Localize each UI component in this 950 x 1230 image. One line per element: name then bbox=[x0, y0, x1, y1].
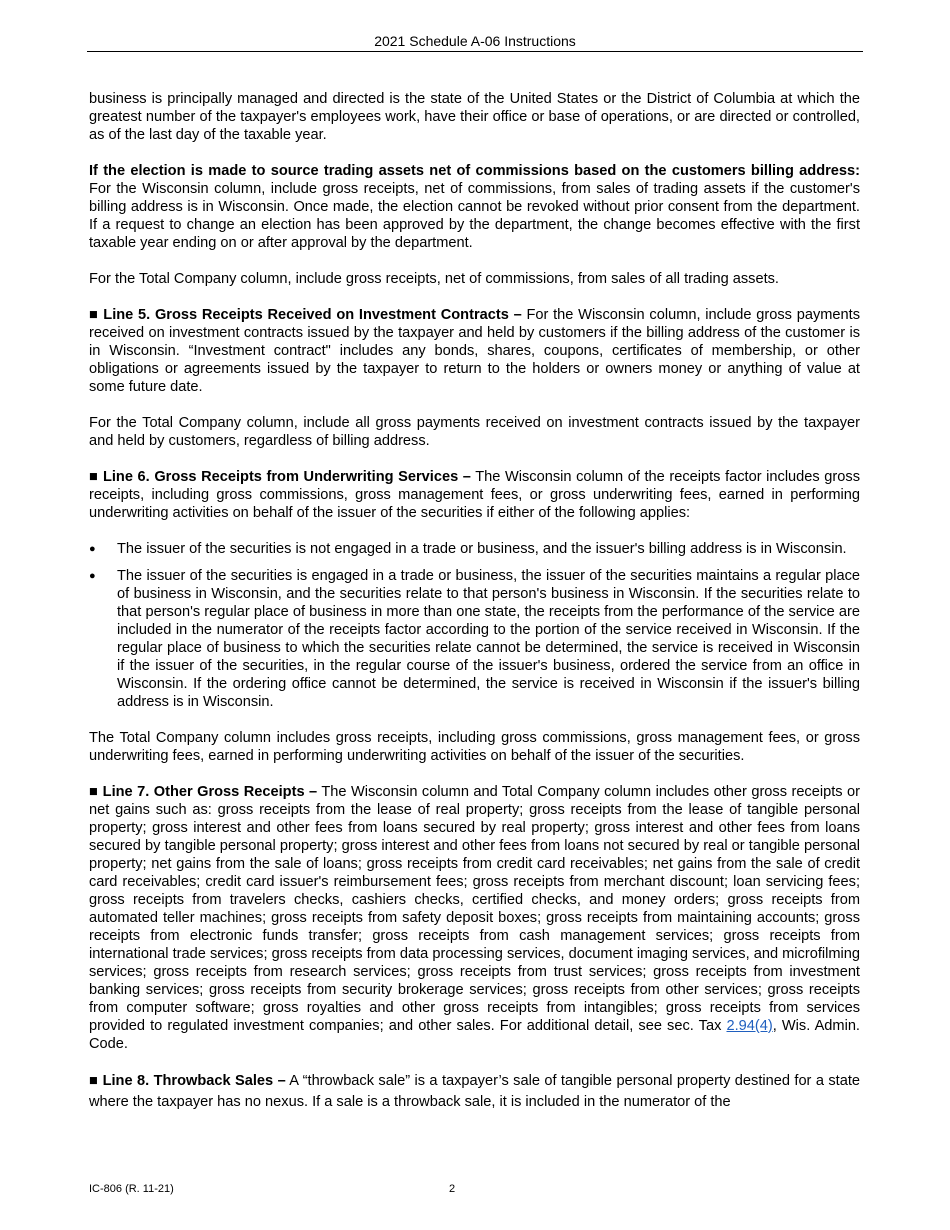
footer-form-id: IC-806 (R. 11-21) bbox=[89, 1183, 174, 1195]
section-line-8 bbox=[89, 1071, 860, 1113]
line-7-text: The Wisconsin column and Total Company column includes other gross receipts or net gains such as: gross receipts from the lease of real property; gross receipts from the lease of tangible personal property; gross interest and other fees from loans secured by real property; gross interest and other fees from loans secured by tangible personal property; gross interest and other fees from loans not secured by real or tangible personal property; net gains from the sale of loans; gross receipts from credit card receivables; net gains from the sale of credit card receivables; credit card issuer's reimbursement fees; gross receipts from merchant discount; loan servicing fees; gross receipts from travelers checks, cashiers checks, certified checks, and money orders; gross receipts from automated teller machines; gross receipts from safety deposit boxes; gross receipts from maintaining accounts; gross receipts from electronic funds transfer; gross receipts from cash management services; gross receipts from international trade services; gross receipts from data processing services, document imaging services, and microfilming services; gross receipts from research services; gross receipts from trust services; gross receipts from investment banking services; gross receipts from security brokerage services; gross receipts from other services; gross receipts from computer software; gross royalties and other gross receipts from intangibles; gross receipts from services provided to regulated investment companies; and other sales. For additional detail, see sec. Tax bbox=[89, 784, 860, 1034]
list-item bbox=[89, 540, 860, 558]
bullet-icon: ● bbox=[89, 543, 96, 555]
list-item-text: The issuer of the securities is engaged in a trade or business, the issuer of the securities maintains a regular place of business in Wisconsin, and the securities relate to that person's business in Wisconsin. If the securities relate to that person's regular place of business in more than one state, the receipts from the performance of the service are included in the numerator of the receipts factor according to the portion of the service received in Wisconsin. If the regular place of business to which the securities relate cannot be determined, the service is received in Wisconsin if the issuer of the securities, in the regular course of the issuer's business, ordered the service from an office in Wisconsin. If the ordering office cannot be determined, the service is received in Wisconsin if the issuer's billing address is in Wisconsin. bbox=[117, 568, 860, 710]
underwriting-conditions-list bbox=[89, 540, 860, 711]
section-line-7 bbox=[89, 783, 860, 1053]
line-6-text: The Wisconsin column of the receipts factor includes gross receipts, including gross commissions, gross management fees, or gross underwriting fees, earned in performing underwriting activities on behalf of the issuer of the securities if either of the following applies: bbox=[89, 469, 860, 521]
paragraph-total-company-investment: For the Total Company column, include all gross payments received on investment contracts issued by the taxpayer and held by customers, regardless of billing address. bbox=[89, 415, 860, 449]
section-line-5 bbox=[89, 306, 860, 396]
tax-code-link[interactable]: 2.94(4) bbox=[726, 1018, 773, 1034]
paragraph-election-billing-address bbox=[89, 162, 860, 252]
section-line-6 bbox=[89, 468, 860, 522]
footer-page-number: 2 bbox=[449, 1183, 456, 1195]
line-7-tail: , Wis. Admin. Code. bbox=[89, 1018, 860, 1052]
election-text: For the Wisconsin column, include gross receipts, net of commissions, from sales of trading assets if the customer's billing address is in Wisconsin. Once made, the election cannot be revoked without prior consent from the department. If a request to change an election has been approved by the department, the change becomes effective with the first taxable year ending on or after approval by the department. bbox=[89, 181, 860, 251]
line-6-heading: ■ Line 6. Gross Receipts from Underwriting Services – bbox=[89, 469, 471, 485]
list-item bbox=[89, 567, 860, 711]
election-heading: If the election is made to source trading assets net of commissions based on the customers billing address: bbox=[89, 163, 860, 179]
line-8-text: A “throwback sale” is a taxpayer’s sale of tangible personal property destined for a state where the taxpayer has no nexus. If a sale is a throwback sale, it is included in the numerator of the bbox=[89, 1073, 860, 1110]
page-header-title: 2021 Schedule A-06 Instructions bbox=[87, 33, 863, 52]
paragraph-principal-state: business is principally managed and directed is the state of the United States or the District of Columbia at which the greatest number of the taxpayer's employees work, have their office or base of operations, or are directed or controlled, as of the last day of the taxable year. bbox=[89, 91, 860, 143]
line-5-text: For the Wisconsin column, include gross payments received on investment contracts issued by the taxpayer and held by customers if the billing address of the customer is in Wisconsin. “Investment contract" includes any bonds, shares, coupons, certificates of membership, or other obligations or agreements issued by the taxpayer to return to the holders or owners money or anything of value at some future date. bbox=[89, 307, 860, 395]
paragraph-total-company-trading: For the Total Company column, include gross receipts, net of commissions, from sales of all trading assets. bbox=[89, 271, 779, 287]
line-7-heading: ■ Line 7. Other Gross Receipts – bbox=[89, 784, 318, 800]
line-5-heading: ■ Line 5. Gross Receipts Received on Investment Contracts – bbox=[89, 307, 522, 323]
list-item-text: The issuer of the securities is not engaged in a trade or business, and the issuer's billing address is in Wisconsin. bbox=[117, 541, 847, 557]
line-8-heading: ■ Line 8. Throwback Sales – bbox=[89, 1073, 286, 1089]
bullet-icon: ● bbox=[89, 570, 96, 582]
document-body bbox=[89, 90, 860, 1131]
paragraph-total-company-underwriting: The Total Company column includes gross receipts, including gross commissions, gross management fees, or gross underwriting fees, earned in performing underwriting activities on behalf of the issuer of the securities. bbox=[89, 730, 860, 764]
